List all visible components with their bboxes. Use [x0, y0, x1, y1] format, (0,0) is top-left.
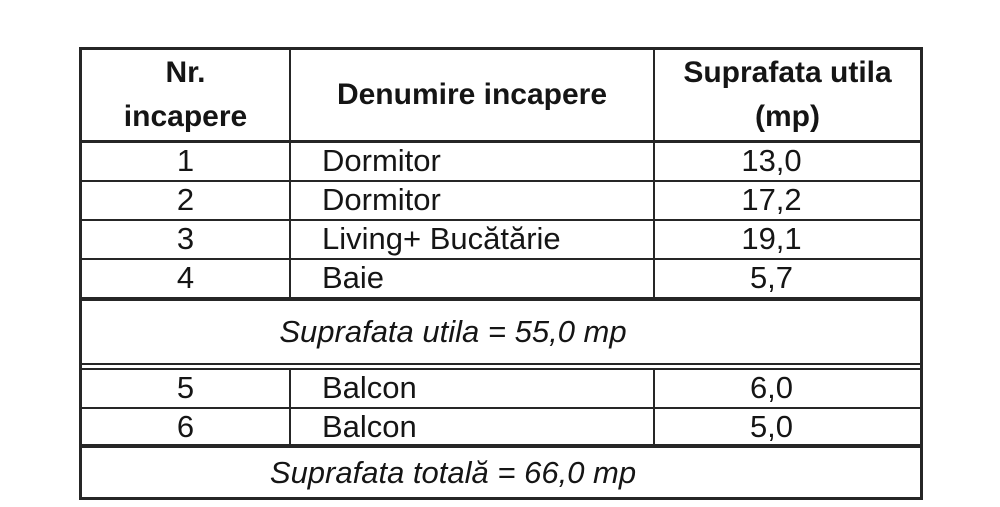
cell-room-nr: 3 — [82, 221, 291, 258]
header-cell-name — [291, 50, 655, 140]
header-nr-line1: Nr. — [165, 56, 206, 89]
cell-room-area: 5,7 — [749, 260, 794, 295]
header-area-line2: (mp) — [755, 100, 820, 133]
header-area-line1: Suprafata utila — [683, 56, 892, 89]
header-nr-line2: incapere — [123, 100, 248, 133]
total-label: Suprafata totală = 66,0 mp — [269, 454, 637, 490]
table-row — [82, 368, 920, 409]
cell-room-name: Dormitor — [291, 143, 655, 180]
cell-room-name: Balcon — [291, 370, 655, 407]
cell-room-nr: 4 — [82, 260, 291, 297]
cell-room-nr: 5 — [82, 370, 291, 407]
table-row — [82, 143, 920, 182]
room-area-table — [79, 47, 923, 500]
header-name-label: Denumire incapere — [336, 78, 608, 111]
cell-room-nr: 6 — [82, 409, 291, 444]
table-row — [82, 221, 920, 260]
subtotal-row — [82, 301, 920, 365]
subtotal-label: Suprafata utila = 55,0 mp — [279, 314, 627, 349]
cell-room-nr: 2 — [82, 182, 291, 219]
cell-room-area: 17,2 — [741, 182, 802, 217]
header-cell-nr — [82, 50, 291, 140]
cell-room-nr: 1 — [82, 143, 291, 180]
cell-room-name: Balcon — [291, 409, 655, 444]
cell-room-name: Baie — [291, 260, 655, 297]
cell-room-name: Living+ Bucătărie — [291, 221, 655, 258]
cell-room-area: 19,1 — [741, 221, 802, 256]
table-header-row — [82, 50, 920, 143]
cell-room-name: Dormitor — [291, 182, 655, 219]
cell-room-area: 5,0 — [749, 409, 794, 444]
table-row — [82, 409, 920, 448]
table-row — [82, 182, 920, 221]
cell-room-area: 13,0 — [741, 143, 802, 178]
cell-room-area: 6,0 — [749, 370, 794, 405]
total-row — [82, 448, 920, 497]
table-row — [82, 260, 920, 301]
header-cell-area — [655, 50, 920, 140]
